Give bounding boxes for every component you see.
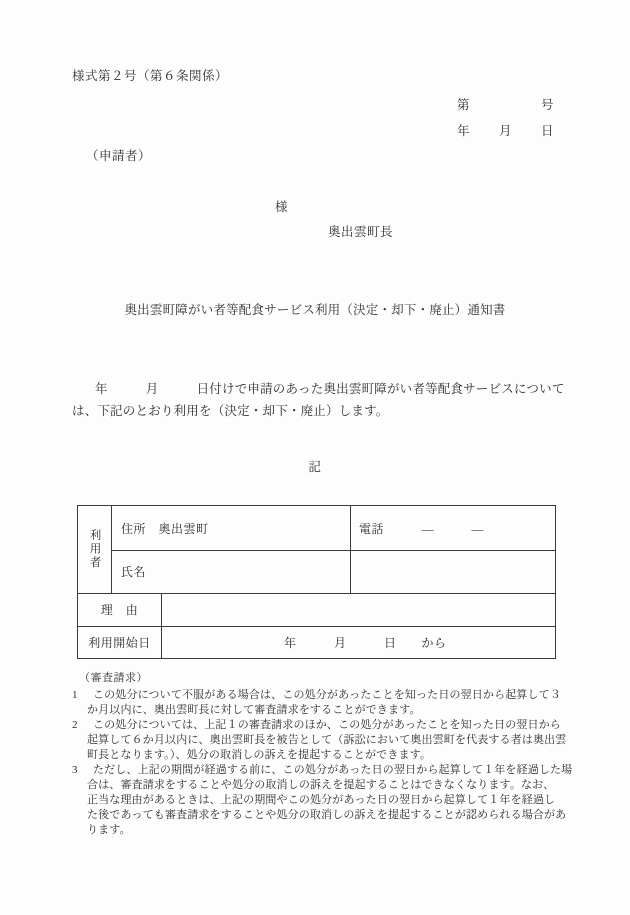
review-item-3-line-5: ります。 <box>87 824 131 836</box>
document-title: 奥出雲町障がい者等配食サービス利用（決定・却下・廃止）通知書 <box>124 303 506 317</box>
review-item-1-line-2: か月以内に、奥出雲町長に対して審査請求をすることができます。 <box>87 704 421 716</box>
review-item-3-line-3: 正当な理由があるときは、上記の期間やこの処分があった日の翌日から起算して１年を経過し <box>87 794 556 806</box>
document-number-line: 第 号 <box>457 98 556 112</box>
review-item-3-line-2: 合は、審査請求をすることや処分の取消しの訴えを提起することはできなくなります。なお、 <box>87 779 555 791</box>
reason-label-cell: 理 由 <box>100 603 139 617</box>
address-cell: 住所 奥出雲町 <box>121 521 209 536</box>
body-paragraph-line-2: は、下記のとおり利用を（決定・却下・廃止）します。 <box>72 404 389 418</box>
review-item-1 <box>72 688 564 718</box>
review-item-2-line-3: 町長となります。）、処分の取消しの訴えを提起することができます。 <box>87 749 432 761</box>
sender-title: 奥出雲町長 <box>328 225 394 239</box>
phone-empty-cell <box>350 550 546 593</box>
review-item-3-number: 3 <box>72 764 78 776</box>
review-item-2-line-1: この処分については、上記１の審査請求のほか、この処分があったことを知った日の翌日から <box>93 719 561 731</box>
issue-date-line: 年 月 日 <box>457 124 556 138</box>
ki-label: 記 <box>308 460 322 474</box>
start-date-value-cell: 年 月 日 から <box>284 635 447 650</box>
start-date-label-cell: 利用開始日 <box>88 635 151 650</box>
phone-cell: 電話 ― ― <box>359 521 485 536</box>
review-item-3-line-1: ただし、上記の期間が経過する前に、この処分があった日の翌日から起算して１年を経過した場 <box>93 764 573 776</box>
name-cell: 氏名 <box>121 565 147 579</box>
user-info-table <box>77 505 556 659</box>
review-item-2 <box>72 718 567 763</box>
review-item-1-line-1: この処分について不服がある場合は、この処分があったことを知った日の翌日から起算して３ <box>93 689 561 701</box>
body-paragraph-line-1: 年 月 日付けで申請のあった奥出雲町障がい者等配食サービスについて <box>95 382 565 396</box>
reason-value-cell <box>161 593 555 626</box>
review-item-1-number: 1 <box>72 689 78 701</box>
addressee-honorific: 様 <box>275 200 289 214</box>
review-item-3-line-4: た後であっても審査請求をすることや処分の取消しの訴えを提起することが認められる場合があ <box>87 809 567 821</box>
user-label-cell: 利用者 <box>88 529 101 570</box>
review-request-list <box>72 688 573 838</box>
review-item-2-number: 2 <box>72 719 78 731</box>
applicant-label: （申請者） <box>86 149 152 163</box>
form-number: 様式第２号（第６条関係） <box>72 69 229 83</box>
review-item-3 <box>72 763 573 838</box>
review-item-2-line-2: 起算して６か月以内に、奥出雲町長を被告として（訴訟において奥出雲町を代表する者は奥出雲 <box>87 734 567 746</box>
review-request-heading: （審査請求） <box>79 672 148 684</box>
